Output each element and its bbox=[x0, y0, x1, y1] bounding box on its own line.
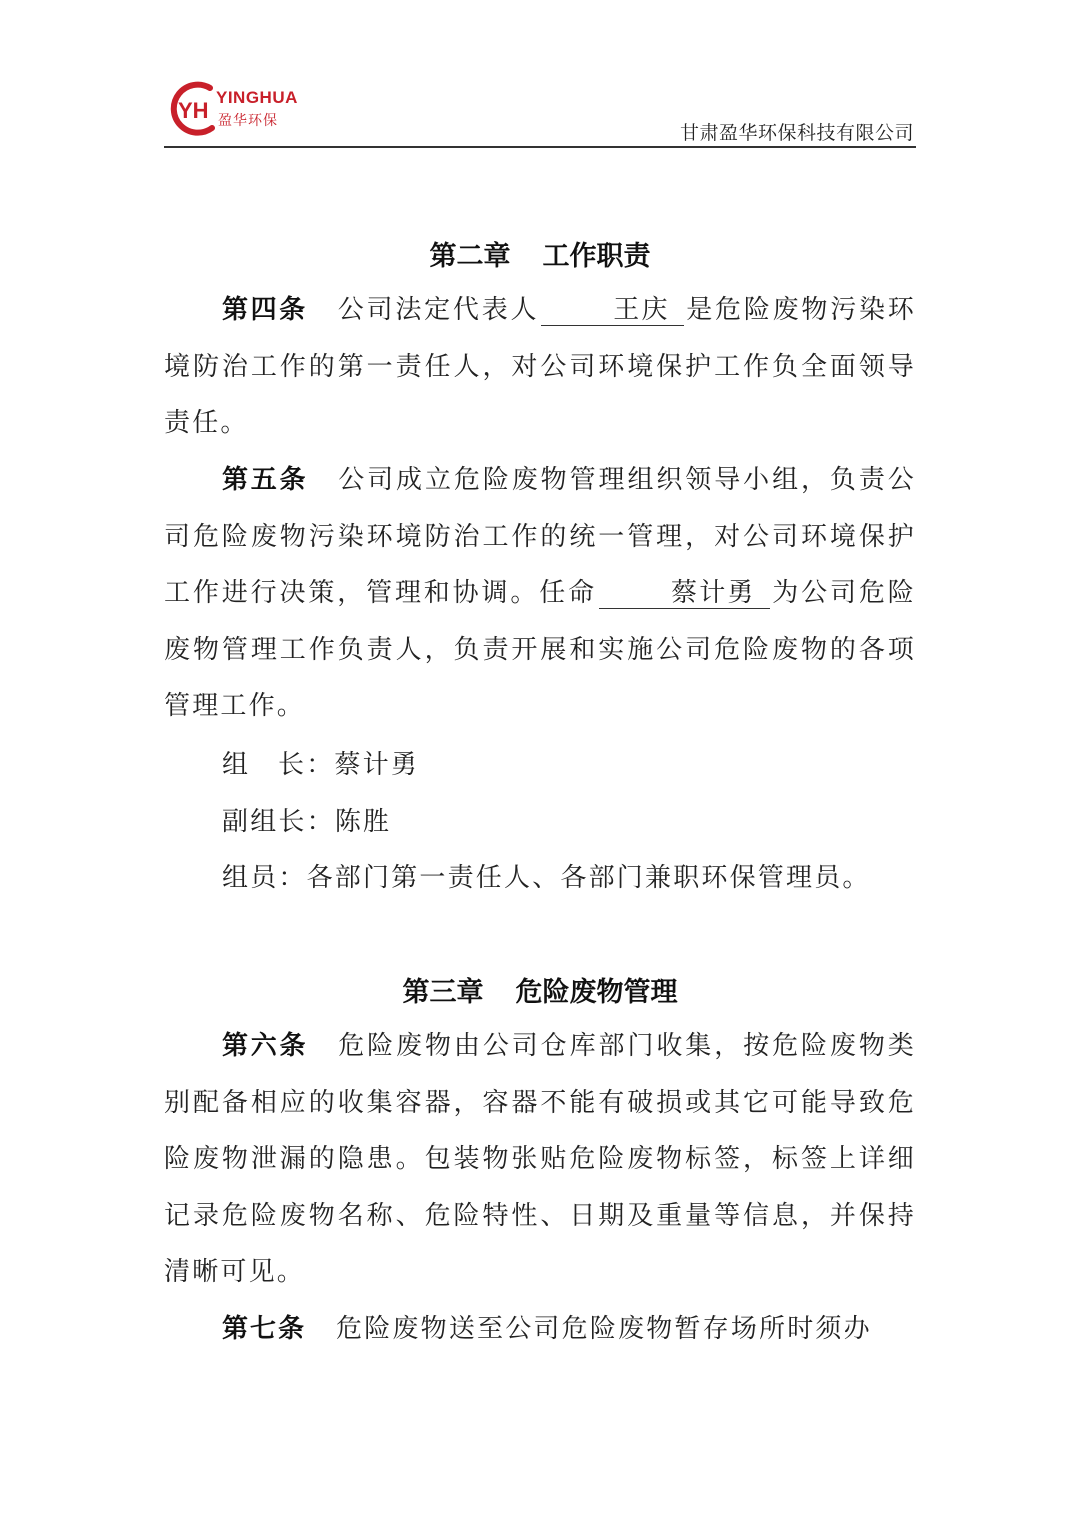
chapter-2-heading bbox=[164, 234, 916, 273]
article-4-label: 第四条 bbox=[222, 295, 308, 325]
company-logo bbox=[166, 80, 326, 138]
article-6 bbox=[164, 1018, 916, 1301]
article-6-text: 危险废物由公司仓库部门收集，按危险废物类别配备相应的收集容器，容器不能有破损或其它可能导致危险废物泄漏的隐患。包装物张贴危险废物标签，标签上详细记录危险废物名称、危险特性、日期及重量等信息，并保持清晰可见。 bbox=[164, 1031, 916, 1287]
article-4 bbox=[164, 282, 916, 452]
article-5 bbox=[164, 452, 916, 735]
group-leader-name: 蔡计勇 bbox=[334, 750, 420, 780]
article-5-label: 第五条 bbox=[222, 465, 309, 495]
deputy-leader-line bbox=[222, 801, 391, 838]
article-7 bbox=[164, 1301, 916, 1358]
chapter-3-number: 第三章 bbox=[402, 977, 484, 1008]
article-4-text-post: 是危险废物污染环境防治工作的第一责任人，对公司环境保护工作负全面领导责任。 bbox=[164, 295, 916, 438]
article-4-text-pre: 公司法定代表人 bbox=[337, 295, 540, 325]
company-name: 甘肃盈华环保科技有限公司 bbox=[679, 122, 914, 144]
chapter-3-heading bbox=[164, 970, 916, 1009]
appointed-manager-name: 蔡计勇 bbox=[599, 578, 770, 609]
group-leader-line bbox=[222, 744, 419, 781]
article-7-text: 危险废物送至公司危险废物暂存场所时须办 bbox=[336, 1314, 872, 1344]
logo-english-name: YINGHUA bbox=[216, 88, 298, 107]
logo-chinese-name: 盈华环保 bbox=[218, 113, 278, 129]
group-leader-label-a: 组 bbox=[222, 750, 279, 780]
article-5-text-post: 为公司危险废物管理工作负责人，负责开展和实施公司危险废物的各项管理工作。 bbox=[164, 578, 916, 721]
group-leader-label-b: 长： bbox=[278, 750, 335, 780]
chapter-2-title: 工作职责 bbox=[542, 241, 651, 272]
group-members-line: 组员：各部门第一责任人、各部门兼职环保管理员。 bbox=[222, 863, 871, 893]
article-6-label: 第六条 bbox=[222, 1031, 309, 1061]
legal-representative-name: 王庆 bbox=[541, 295, 683, 326]
article-7-label: 第七条 bbox=[222, 1314, 307, 1344]
logo-mark-text: YH bbox=[178, 98, 209, 123]
chapter-3-title: 危险废物管理 bbox=[515, 977, 678, 1008]
deputy-leader-label: 副组长： bbox=[222, 807, 335, 837]
article-5-text-pre: 公司成立危险废物管理组织领导小组，负责公司危险废物污染环境防治工作的统一管理，对公司环境保护工作进行决策，管理和协调。任命 bbox=[164, 465, 916, 608]
deputy-leader-name: 陈胜 bbox=[334, 807, 392, 837]
chapter-2-number: 第二章 bbox=[429, 241, 511, 272]
header-divider bbox=[164, 146, 916, 148]
